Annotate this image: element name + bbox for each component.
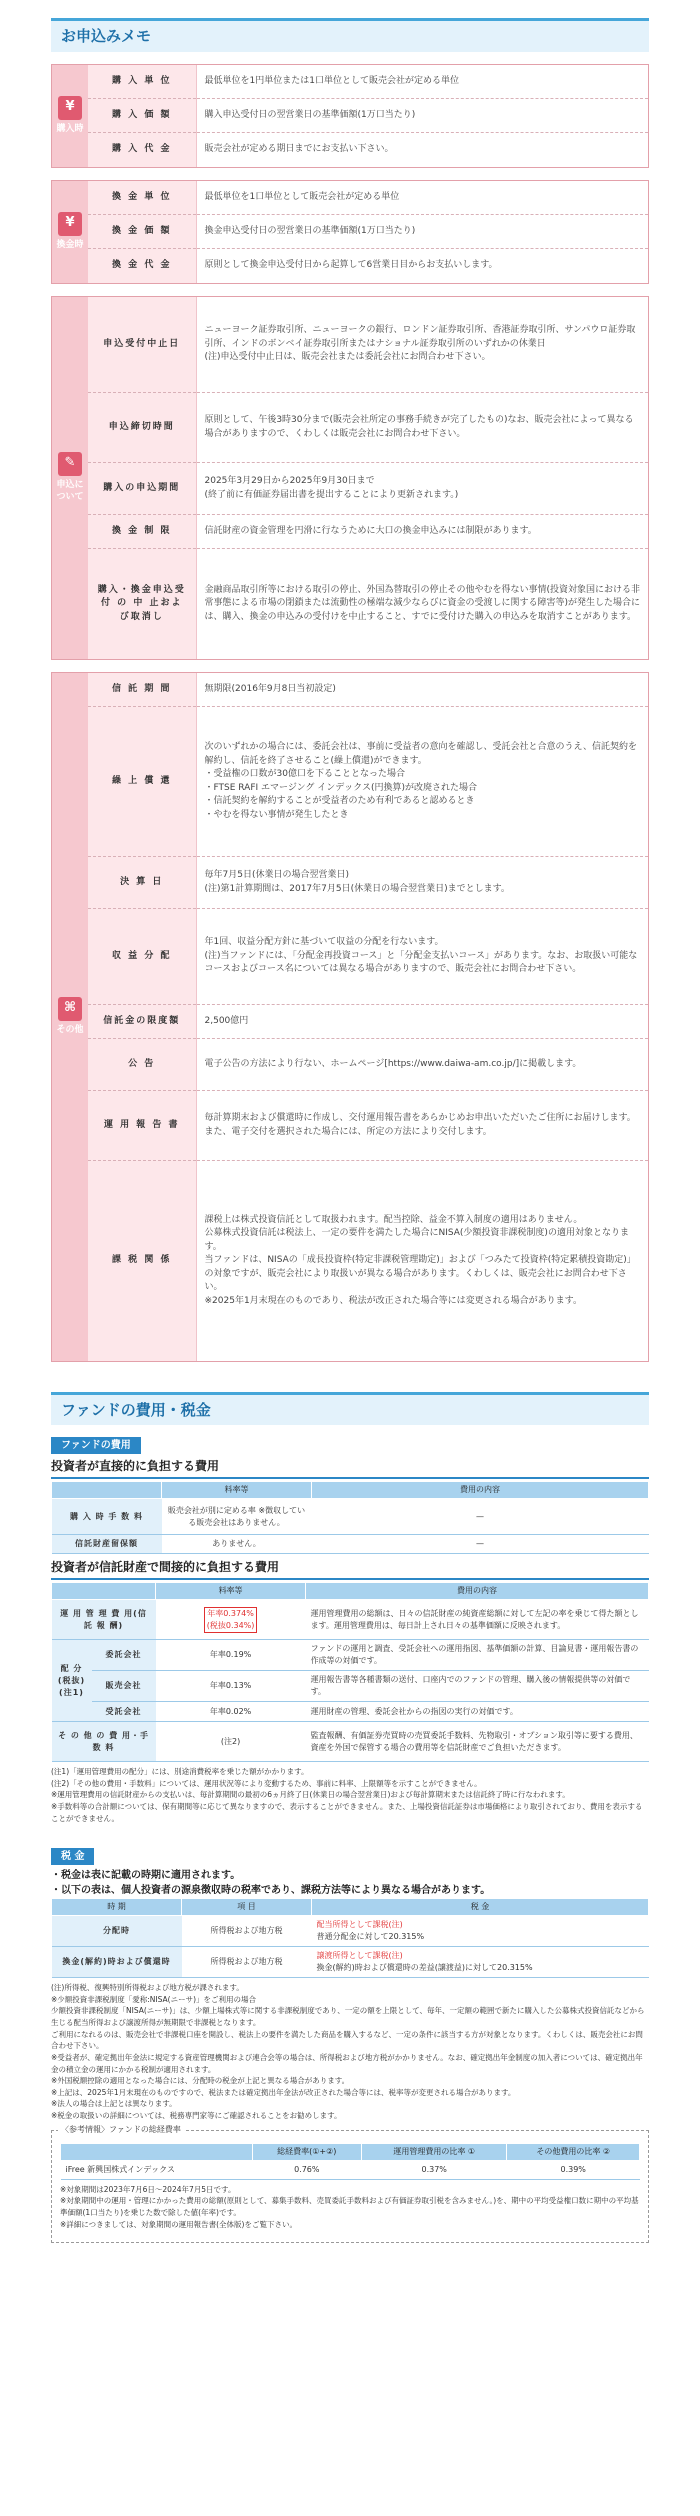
clip-icon: ⌘ [58, 997, 82, 1021]
purchase-icon: ¥ [58, 96, 82, 120]
expense-ratio-table: 総経費率(①+②) 運用管理費用の比率 ① その他費用の比率 ② iFree 新興国株式インデックス 0.76% 0.37% 0.39% [60, 2143, 640, 2180]
redemption-section: ¥ 換金時 換 金 単 位 最低単位を1口単位として販売会社が定める単位 換 金 価 額 換金申込受付日の翌営業日の基準価額(1万口当たり) 換 金 代 金 原則として換金申込受付日から起算して6営業日目からお支払いします。 [51, 180, 649, 284]
other-section: ⌘ その他 信 託 期 間 無期限(2016年9月8日当初設定) 繰 上 償 還 次のいずれかの場合には、委託会社は、事前に受益者の意向を確認し、受託会社と合意のうえ、信託契約を解約し、信託を終了させること(繰上償還)ができます。 ・受益権の口数が30億口を下ることとなった場合 ・FTSE RAFI エマージング インデックス(円換算)が改廃された場合 ・信託契約を解約することが受益者のため有利であると認めるとき ・やむを得ない事情が発生したとき 決 算 日 毎年7月5日(休業日の場合翌営業日) (注)第1計算期間は、2017年7月5日(休業日の場合翌営業日)までとします。 収 益 分 配 年1回、収益分配方針に基づいて収益の分配を行ないます。 (注)当ファンドには、「分配金再投資コース」と「分配金支払いコース」があります。なお、お取扱い可能なコースおよびコース名については異なる場合がありますので、販売会社にお問合わせ下さい。 信託金の限度額 2,500億円 公 告 電子公告の方法により行ない、ホームページ[https://www.daiwa-am.co.jp/]に掲載します。 運 用 報 告 書 毎計算期末および償還時に作成し、交付運用報告書をあらかじめお申出いただいたご住所にお届けします。 また、電子交付を選択された場合には、所定の方法により交付します。 課 税 関 係 課税上は株式投資信託として取扱われます。配当控除、益金不算入制度の適用はありません。 公募株式投資信託は税法上、一定の要件を満たした場合にNISA(少額投資非課税制度)の適用対象となります。 当ファンドは、NISAの「成長投資枠(特定非課税管理勘定)」および「つみたて投資枠(特定累積投資勘定)」の対象ですが、販売会社により取扱いが異なる場合があります。くわしくは、販売会社にお問合わせ下さい。 ※2025年1月末現在のものであり、税法が改正された場合等には変更される場合があります。 [51, 672, 649, 1362]
memo-title: お申込みメモ [51, 18, 649, 52]
application-section: ✎ 申込に ついて 申込受付中止日 ニューヨーク証券取引所、ニューヨークの銀行、ロンドン証券取引所、香港証券取引所、サンパウロ証券取引所、インドのボンベイ証券取引所またはナショナル証券取引所のいずれかの休業日 (注)申込受付中止日は、販売会社または委託会社にお問合わせ下さい。 申込締切時間 原則として、午後3時30分まで(販売会社所定の事務手続きが完了したもの)なお、販売会社によって異なる場合がありますので、くわしくは販売会社にお問合わせ下さい。 購入の申込期間 2025年3月29日から2025年9月30日まで (終了前に有価証券届出書を提出することにより更新されます。) 換 金 制 限 信託財産の資金管理を円滑に行なうために大口の換金申込みには制限があります。 購入・換金申込受 付 の 中 止および取消し 金融商品取引所等における取引の停止、外国為替取引の停止その他やむを得ない事情(投資対象国における非常事態による市場の閉鎖または流動性の極端な減少ならびに資金の受渡しに関する障害等)が発生した場合には、購入、換金の申込みの受付けを中止すること、すでに受付けた購入の申込みを取消すことがあります。 [51, 296, 649, 660]
direct-cost-table: 料率等 費用の内容 購 入 時 手 数 料 販売会社が別に定める率 ※徴収している販売会社はありません。 — 信託財産留保額 ありません。 — [51, 1481, 649, 1554]
cost-notes: (注1)「運用管理費用の配分」には、別途消費税率を乗じた額がかかります。 (注2)「その他の費用・手数料」については、運用状況等により変動するため、事前に料率、上限額等を示すことができません。 ※運用管理費用の信託財産からの支払いは、毎計算期間の最初の6ヵ月終了日(休業日の場合翌営業日)および毎計算期末または信託終了時に行なわれます。 ※手数料等の合計額については、保有期間等に応じて異なりますので、表示することができません。また、上場投資信託証券は市場価格により取引されており、費用を表示することができません。 [51, 1767, 643, 1823]
tax-tag: 税 金 [51, 1848, 94, 1865]
direct-cost-title: 投資者が直接的に負担する費用 [51, 1457, 649, 1479]
indirect-cost-title: 投資者が信託財産で間接的に負担する費用 [51, 1558, 649, 1580]
redemption-icon: ¥ [58, 212, 82, 236]
pen-icon: ✎ [58, 452, 82, 476]
indirect-cost-table: 料率等 費用の内容 運 用 管 理 費 用(信 託 報 酬) 年率0.374% (税抜0.34%) 運用管理費用の総額は、日々の信託財産の純資産総額に対して左記の率を乗じて得た額とします。運用管理費用は、毎日計上され日々の基準価額に反映されます。 配 分(税抜)(注1) 委託会社 年率0.19% ファンドの運用と調査、受託会社への運用指図、基準価額の計算、目論見書・運用報告書の作成等の対価です。 販売会社 年率0.13% 運用報告書等各種書類の送付、口座内でのファンドの管理、購入後の情報提供等の対価です。 受託会社 年率0.02% 運用財産の管理、委託会社からの指図の実行の対価です。 そ の 他 の 費 用・手 数 料 (注2) 監査報酬、有価証券売買時の売買委託手数料、先物取引・オプション取引等に要する費用、資産を外国で保管する場合の費用等を信託財産でご負担いただきます。 [51, 1582, 649, 1762]
purchase-section: ¥ 購入時 購 入 単 位 最低単位を1円単位または1口単位として販売会社が定める単位 購 入 価 額 購入申込受付日の翌営業日の基準価額(1万口当たり) 購 入 代 金 販売会社が定める期日までにお支払い下さい。 [51, 64, 649, 168]
tax-table: 時 期 項 目 税 金 分配時 所得税および地方税 配当所得として課税(注) 普通分配金に対して20.315% 換金(解約)時および償還時 所得税および地方税 譲渡所得として課税(注) 換金(解約)時および償還時の差益(譲渡益)に対して20.315% [51, 1898, 649, 1978]
tax-notes: (注)所得税、復興特別所得税および地方税が課されます。 ※少額投資非課税制度「愛称:NISA(ニーサ)」をご利用の場合 少額投資非課税制度「NISA(ニーサ)」は、少額上場株式等に関する非課税制度であり、一定の額を上限として、毎年、一定額の範囲で新たに購入した公募株式投資信託などから生じる配当所得および譲渡所得が無期限で非課税となります。 ご利用になれるのは、販売会社で非課税口座を開設し、税法上の要件を満たした商品を購入するなど、一定の条件に該当する方が対象となります。くわしくは、販売会社にお問合わせ下さい。 ※受益者が、確定拠出年金法に規定する資産管理機関および連合会等の場合は、所得税および地方税がかかりません。なお、確定拠出年金制度の加入者については、確定拠出年金の積立金の運用にかかる税制が適用されます。 ※外国税額控除の適用となった場合には、分配時の税金が上記と異なる場合があります。 ※上記は、2025年1月末現在のものですので、税法または確定拠出年金法が改正された場合等には、税率等が変更される場合があります。 ※法人の場合は上記とは異なります。 ※税金の取扱いの詳細については、税務専門家等にご確認されることをお勧めします。 [51, 1983, 645, 2120]
fund-title: ファンドの費用・税金 [51, 1392, 649, 1426]
cost-tag: ファンドの費用 [51, 1437, 141, 1454]
reference-box: 〈参考情報〉ファンドの総経費率 総経費率(①+②) 運用管理費用の比率 ① その他費用の比率 ② iFree 新興国株式インデックス 0.76% 0.37% 0.39% ※対象期間は2023年7月6日～2024年7月5日です。 ※対象期間中の運用・管理にかかった費用の総額(原則として、募集手数料、売買委託手数料および有価証券取引税を含みません。)を、期中の平均受益権口数に期中の平均基準価額(1口当たり)を乗じた数で除した値(年率)です。 ※詳細につきましては、対象期間の運用報告書(全体版)をご覧下さい。 [51, 2130, 649, 2244]
